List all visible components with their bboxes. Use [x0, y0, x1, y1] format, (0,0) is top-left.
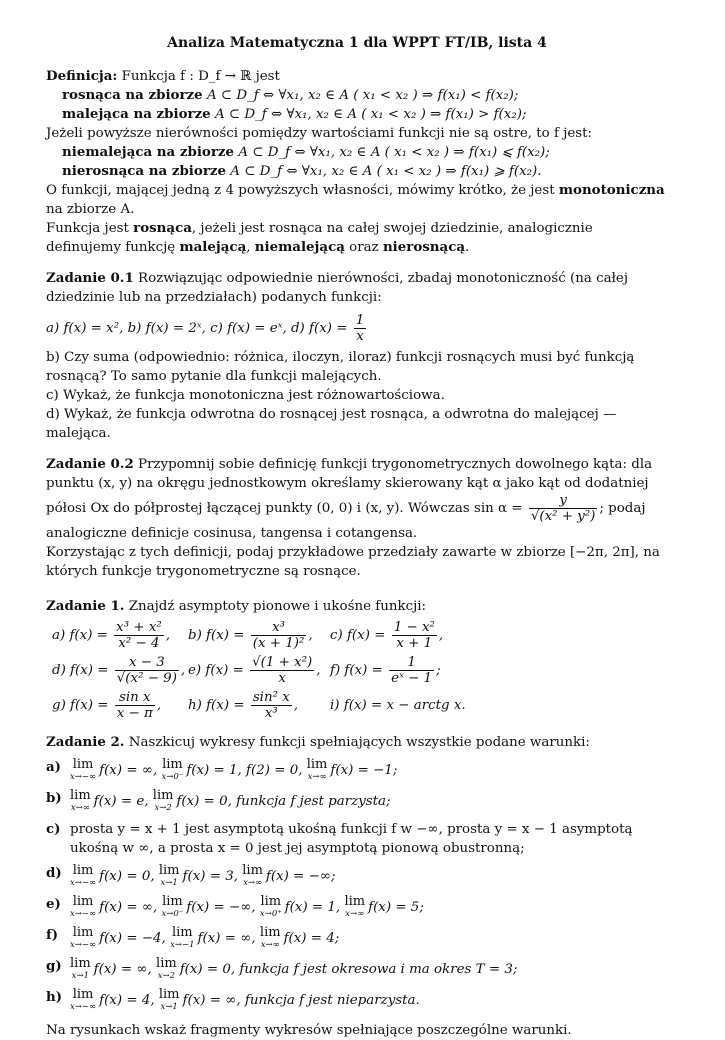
def-increasing-formula: A ⊂ D_f ⇔ ∀x₁, x₂ ∈ A ( x₁ < x₂ ) ⇒ f(x₁) < f(x₂);	[206, 88, 519, 103]
task-2-item-d	[46, 864, 668, 889]
fraction-numerator: sin x	[115, 690, 155, 706]
fraction-denominator: x	[278, 671, 286, 686]
task-2-item-g	[46, 957, 668, 982]
lim-body: f(x) = ∞, funkcja f jest nieparzysta.	[182, 993, 420, 1008]
lim-operator: lim	[72, 863, 94, 878]
definition-heading: Definicja:	[46, 68, 118, 84]
item-suffix: ,	[180, 663, 186, 678]
lim-operator: lim	[259, 925, 281, 940]
task-0-1-d: d) Wykaż, że funkcja odwrotna do rosnącej jest rosnąca, a odwrotna do malejącej — malejąca.	[46, 407, 617, 441]
lim-operator: lim	[242, 863, 263, 878]
lim-subscript: x→2	[157, 971, 176, 981]
task-0-1-heading: Zadanie 0.1	[46, 270, 134, 286]
fraction-denominator: (x + 1)²	[252, 636, 305, 651]
lim-body: f(x) = −∞;	[265, 869, 336, 884]
lim-operator: lim	[72, 925, 94, 940]
lim-body: f(x) = 1,	[284, 900, 341, 915]
task-0-1	[46, 269, 668, 443]
fraction-numerator: 1	[355, 313, 365, 328]
task-0-1-b: b) Czy suma (odpowiednio: różnica, iloczyn, iloraz) funkcji rosnących musi być funkcją rosnącą? To samo pytanie dla funkcji malejących.	[46, 350, 635, 384]
task-0-1-c: c) Wykaż, że funkcja monotoniczna jest różnowartościowa.	[46, 388, 445, 403]
lim-subscript: x→1	[71, 971, 89, 981]
task-2-footer: Na rysunkach wskaż fragmenty wykresów spełniające poszczególne warunki.	[46, 1023, 572, 1038]
lim-operator: lim	[70, 956, 91, 971]
lim-operator: lim	[72, 757, 94, 772]
lim-operator: lim	[158, 863, 180, 878]
task-0-2-text-2: Korzystając z tych definicji, podaj przykładowe przedziały zawarte w zbiorze [−2π, 2π], na których funkcje trygonometryczne są rosnące.	[46, 545, 660, 579]
task-1-item-f	[330, 655, 530, 686]
lim-subscript: x→1	[160, 878, 178, 888]
def-global-text-c: , jeżeli jest rosnąca na całej swojej dziedzinie, analogicznie definujemy funkcję	[46, 221, 593, 255]
item-prefix: a) f(x) =	[52, 628, 108, 643]
lim-operator: lim	[306, 757, 328, 772]
def-monotonic-tail: na zbiorze A.	[46, 202, 135, 217]
fraction-numerator: x³	[251, 620, 307, 636]
lim-operator: lim	[156, 956, 177, 971]
fraction-numerator: 1	[389, 655, 434, 671]
lim-body: f(x) = 4,	[99, 993, 155, 1008]
item-prefix: f) f(x) =	[330, 663, 383, 678]
item-prefix: b) f(x) =	[188, 628, 245, 643]
fraction-denominator: eˣ − 1	[391, 671, 433, 686]
task-1-item-h	[188, 690, 330, 721]
task-1-item-a	[52, 620, 188, 651]
fraction-denominator: √(x² − 9)	[116, 671, 177, 686]
def-nondecreasing-formula: A ⊂ D_f ⇔ ∀x₁, x₂ ∈ A ( x₁ < x₂ ) ⇒ f(x₁) ⩽ f(x₂);	[238, 145, 550, 160]
lim-operator: lim	[72, 894, 94, 909]
document-title: Analiza Matematyczna 1 dla WPPT FT/IB, lista 4	[167, 35, 547, 51]
task-1-functions	[52, 620, 668, 721]
def-global-end: .	[465, 240, 470, 255]
fraction-numerator: 1 − x²	[393, 620, 435, 635]
lim-operator: lim	[72, 987, 94, 1002]
item-label: a)	[46, 759, 62, 775]
task-0-1-a-fraction	[354, 313, 367, 344]
item-suffix: ,	[293, 698, 299, 713]
lim-subscript: x→−1	[170, 940, 195, 950]
lim-body: f(x) = ∞,	[99, 900, 158, 915]
lim-body: f(x) = 0, funkcja f jest parzysta;	[176, 794, 391, 809]
lim-operator: lim	[260, 894, 282, 909]
fraction-denominator: x	[356, 329, 364, 344]
lim-subscript: x→−∞	[70, 1002, 97, 1012]
task-0-2-fraction	[529, 493, 598, 524]
task-1-item-b	[188, 620, 330, 651]
task-1	[46, 597, 668, 721]
lim-body: f(x) = −1;	[330, 763, 398, 778]
fraction-denominator: x² − 4	[118, 636, 160, 651]
lim-body: f(x) = ∞,	[99, 763, 158, 778]
fraction-denominator: √(x² + y²)	[530, 509, 596, 524]
fraction-numerator: x − 3	[115, 655, 179, 671]
fraction-numerator: sin² x	[252, 690, 290, 705]
def-global-sep: ,	[246, 240, 255, 255]
item-text: prosta y = x + 1 jest asymptotą ukośną funkcji f w −∞, prosta y = x − 1 asymptotą ukośną w ∞, a prosta x = 0 jest jej asymptotą pionową obustronną;	[70, 822, 633, 856]
document-page	[46, 34, 668, 1040]
lim-subscript: x→∞	[260, 940, 280, 950]
def-global-term-increasing: rosnąca	[133, 220, 192, 236]
definition-intro: Funkcja f : D_f → ℝ jest	[121, 69, 280, 84]
task-1-text: Znajdź asymptoty pionowe i ukośne funkcji:	[124, 599, 427, 614]
lim-subscript: x→−∞	[70, 909, 97, 919]
task-0-1-a-text: a) f(x) = x², b) f(x) = 2ˣ, c) f(x) = eˣ, d) f(x) =	[46, 321, 348, 336]
lim-subscript: x→0⁻	[161, 909, 184, 919]
task-2-item-f	[46, 926, 668, 951]
def-global-term-decreasing: malejącą	[179, 239, 247, 255]
task-1-item-d	[52, 655, 188, 686]
lim-subscript: x→1	[160, 1002, 178, 1012]
item-suffix: ,	[156, 698, 162, 713]
def-nonstrict-intro: Jeżeli powyższe nierówności pomiędzy wartościami funkcji nie są ostre, to f jest:	[46, 126, 593, 141]
item-prefix: c) f(x) =	[330, 628, 386, 643]
task-1-heading: Zadanie 1.	[46, 598, 125, 614]
lim-subscript: x→−∞	[70, 772, 97, 782]
lim-subscript: x→∞	[345, 909, 365, 919]
def-nonincreasing-label: nierosnąca na zbiorze	[62, 163, 227, 179]
lim-operator: lim	[162, 894, 183, 909]
lim-subscript: x→∞	[307, 772, 327, 782]
lim-operator: lim	[344, 894, 366, 909]
lim-operator: lim	[158, 987, 180, 1002]
lim-body: f(x) = 5;	[368, 900, 424, 915]
def-monotonic-text: O funkcji, mającej jedną z 4 powyższych własności, mówimy krótko, że jest	[46, 183, 559, 198]
lim-operator: lim	[152, 788, 174, 803]
def-global	[46, 219, 668, 257]
item-label: d)	[46, 865, 62, 881]
task-1-item-e	[188, 655, 330, 686]
task-2-item-h	[46, 988, 668, 1013]
task-0-2-text-tail: ; podaj analogiczne definicje cosinusa, tangensa i cotangensa.	[46, 501, 646, 541]
item-label: h)	[46, 989, 63, 1005]
task-0-1-a	[46, 313, 668, 344]
lim-body: f(x) = −∞,	[186, 900, 256, 915]
lim-subscript: x→−∞	[70, 940, 97, 950]
item-prefix: i) f(x) = x − arctg x.	[330, 698, 466, 713]
lim-body: f(x) = e,	[93, 794, 149, 809]
task-2-item-a	[46, 758, 668, 783]
task-2-item-b	[46, 789, 668, 814]
task-1-item-i	[330, 696, 530, 715]
lim-subscript: x→0⁺	[259, 909, 282, 919]
task-1-item-g	[52, 690, 188, 721]
item-label: b)	[46, 790, 62, 806]
item-label: c)	[46, 821, 61, 837]
lim-body: f(x) = ∞,	[197, 931, 256, 946]
lim-operator: lim	[171, 925, 193, 940]
item-label: f)	[46, 927, 59, 943]
task-0-2-heading: Zadanie 0.2	[46, 456, 134, 472]
task-2-text: Naszkicuj wykresy funkcji spełniających wszystkie podane warunki:	[124, 735, 590, 750]
lim-subscript: x→2	[154, 803, 172, 813]
lim-operator: lim	[162, 757, 183, 772]
task-2	[46, 733, 668, 1040]
def-global-term-nonincreasing: nierosnącą	[382, 239, 466, 255]
fraction-numerator: √(1 + x²)	[252, 655, 313, 670]
fraction-denominator: x − π	[116, 706, 153, 721]
definition-section	[46, 67, 668, 257]
def-decreasing-label: malejąca na zbiorze	[62, 106, 211, 122]
lim-body: f(x) = 3,	[182, 869, 238, 884]
item-prefix: h) f(x) =	[188, 698, 245, 713]
task-2-item-c	[46, 820, 668, 858]
item-suffix: ,	[165, 628, 171, 643]
item-label: e)	[46, 896, 61, 912]
fraction-denominator: x + 1	[396, 636, 433, 651]
item-suffix: ,	[316, 663, 321, 678]
lim-body: f(x) = 4;	[283, 931, 340, 946]
def-nondecreasing-label: niemalejąca na zbiorze	[62, 144, 235, 160]
item-prefix: d) f(x) =	[52, 663, 109, 678]
lim-body: f(x) = 0, funkcja f jest okresowa i ma okres T = 3;	[179, 962, 518, 977]
lim-subscript: x→−∞	[70, 878, 97, 888]
def-nondecreasing	[46, 143, 668, 162]
def-monotonic-term: monotoniczna	[558, 182, 665, 198]
def-increasing	[46, 86, 668, 105]
lim-operator: lim	[70, 788, 91, 803]
task-0-2-text: Przypomnij sobie definicję funkcji trygonometrycznych dowolnego kąta: dla punktu (x, y) na okręgu jednostkowym określamy skierowany kąt α jako kąt od dodatniej półosi Ox do półprostej łączącej punkty (0, 0) i (x, y). Wówczas sin α =	[46, 457, 653, 516]
def-decreasing	[46, 105, 668, 124]
task-0-1-text: Rozwiązując odpowiednie nierówności, zbadaj monotoniczność (na całej dziedzinie lub na przedziałach) podanych funkcji:	[46, 271, 628, 305]
lim-body: f(x) = 0,	[99, 869, 155, 884]
def-increasing-label: rosnąca na zbiorze	[62, 87, 203, 103]
lim-subscript: x→0⁻	[161, 772, 184, 782]
task-0-2	[46, 455, 668, 581]
item-prefix: g) f(x) =	[52, 698, 109, 713]
item-suffix: ;	[436, 663, 441, 678]
def-nonincreasing	[46, 162, 668, 181]
def-global-term-nondecreasing: niemalejącą	[254, 239, 345, 255]
fraction-denominator: x³	[264, 706, 278, 721]
fraction-numerator: x³ + x²	[116, 620, 162, 635]
lim-body: f(x) = −4,	[99, 931, 166, 946]
lim-body: f(x) = 1, f(2) = 0,	[186, 763, 303, 778]
item-prefix: e) f(x) =	[188, 663, 244, 678]
def-global-text-a: Funkcja jest	[46, 221, 134, 236]
item-label: g)	[46, 958, 62, 974]
def-nonincreasing-formula: A ⊂ D_f ⇔ ∀x₁, x₂ ∈ A ( x₁ < x₂ ) ⇒ f(x₁) ⩾ f(x₂).	[230, 164, 542, 179]
item-suffix: ,	[438, 628, 444, 643]
item-suffix: ,	[308, 628, 313, 643]
task-2-item-e	[46, 895, 668, 920]
def-global-and: oraz	[344, 240, 383, 255]
task-1-item-c	[330, 620, 530, 651]
def-decreasing-formula: A ⊂ D_f ⇔ ∀x₁, x₂ ∈ A ( x₁ < x₂ ) ⇒ f(x₁) > f(x₂);	[214, 107, 527, 122]
lim-subscript: x→∞	[243, 878, 263, 888]
task-2-heading: Zadanie 2.	[46, 734, 125, 750]
lim-body: f(x) = ∞,	[93, 962, 152, 977]
lim-subscript: x→∞	[70, 803, 90, 813]
def-monotonic	[46, 181, 668, 219]
fraction-numerator: y	[529, 493, 598, 509]
